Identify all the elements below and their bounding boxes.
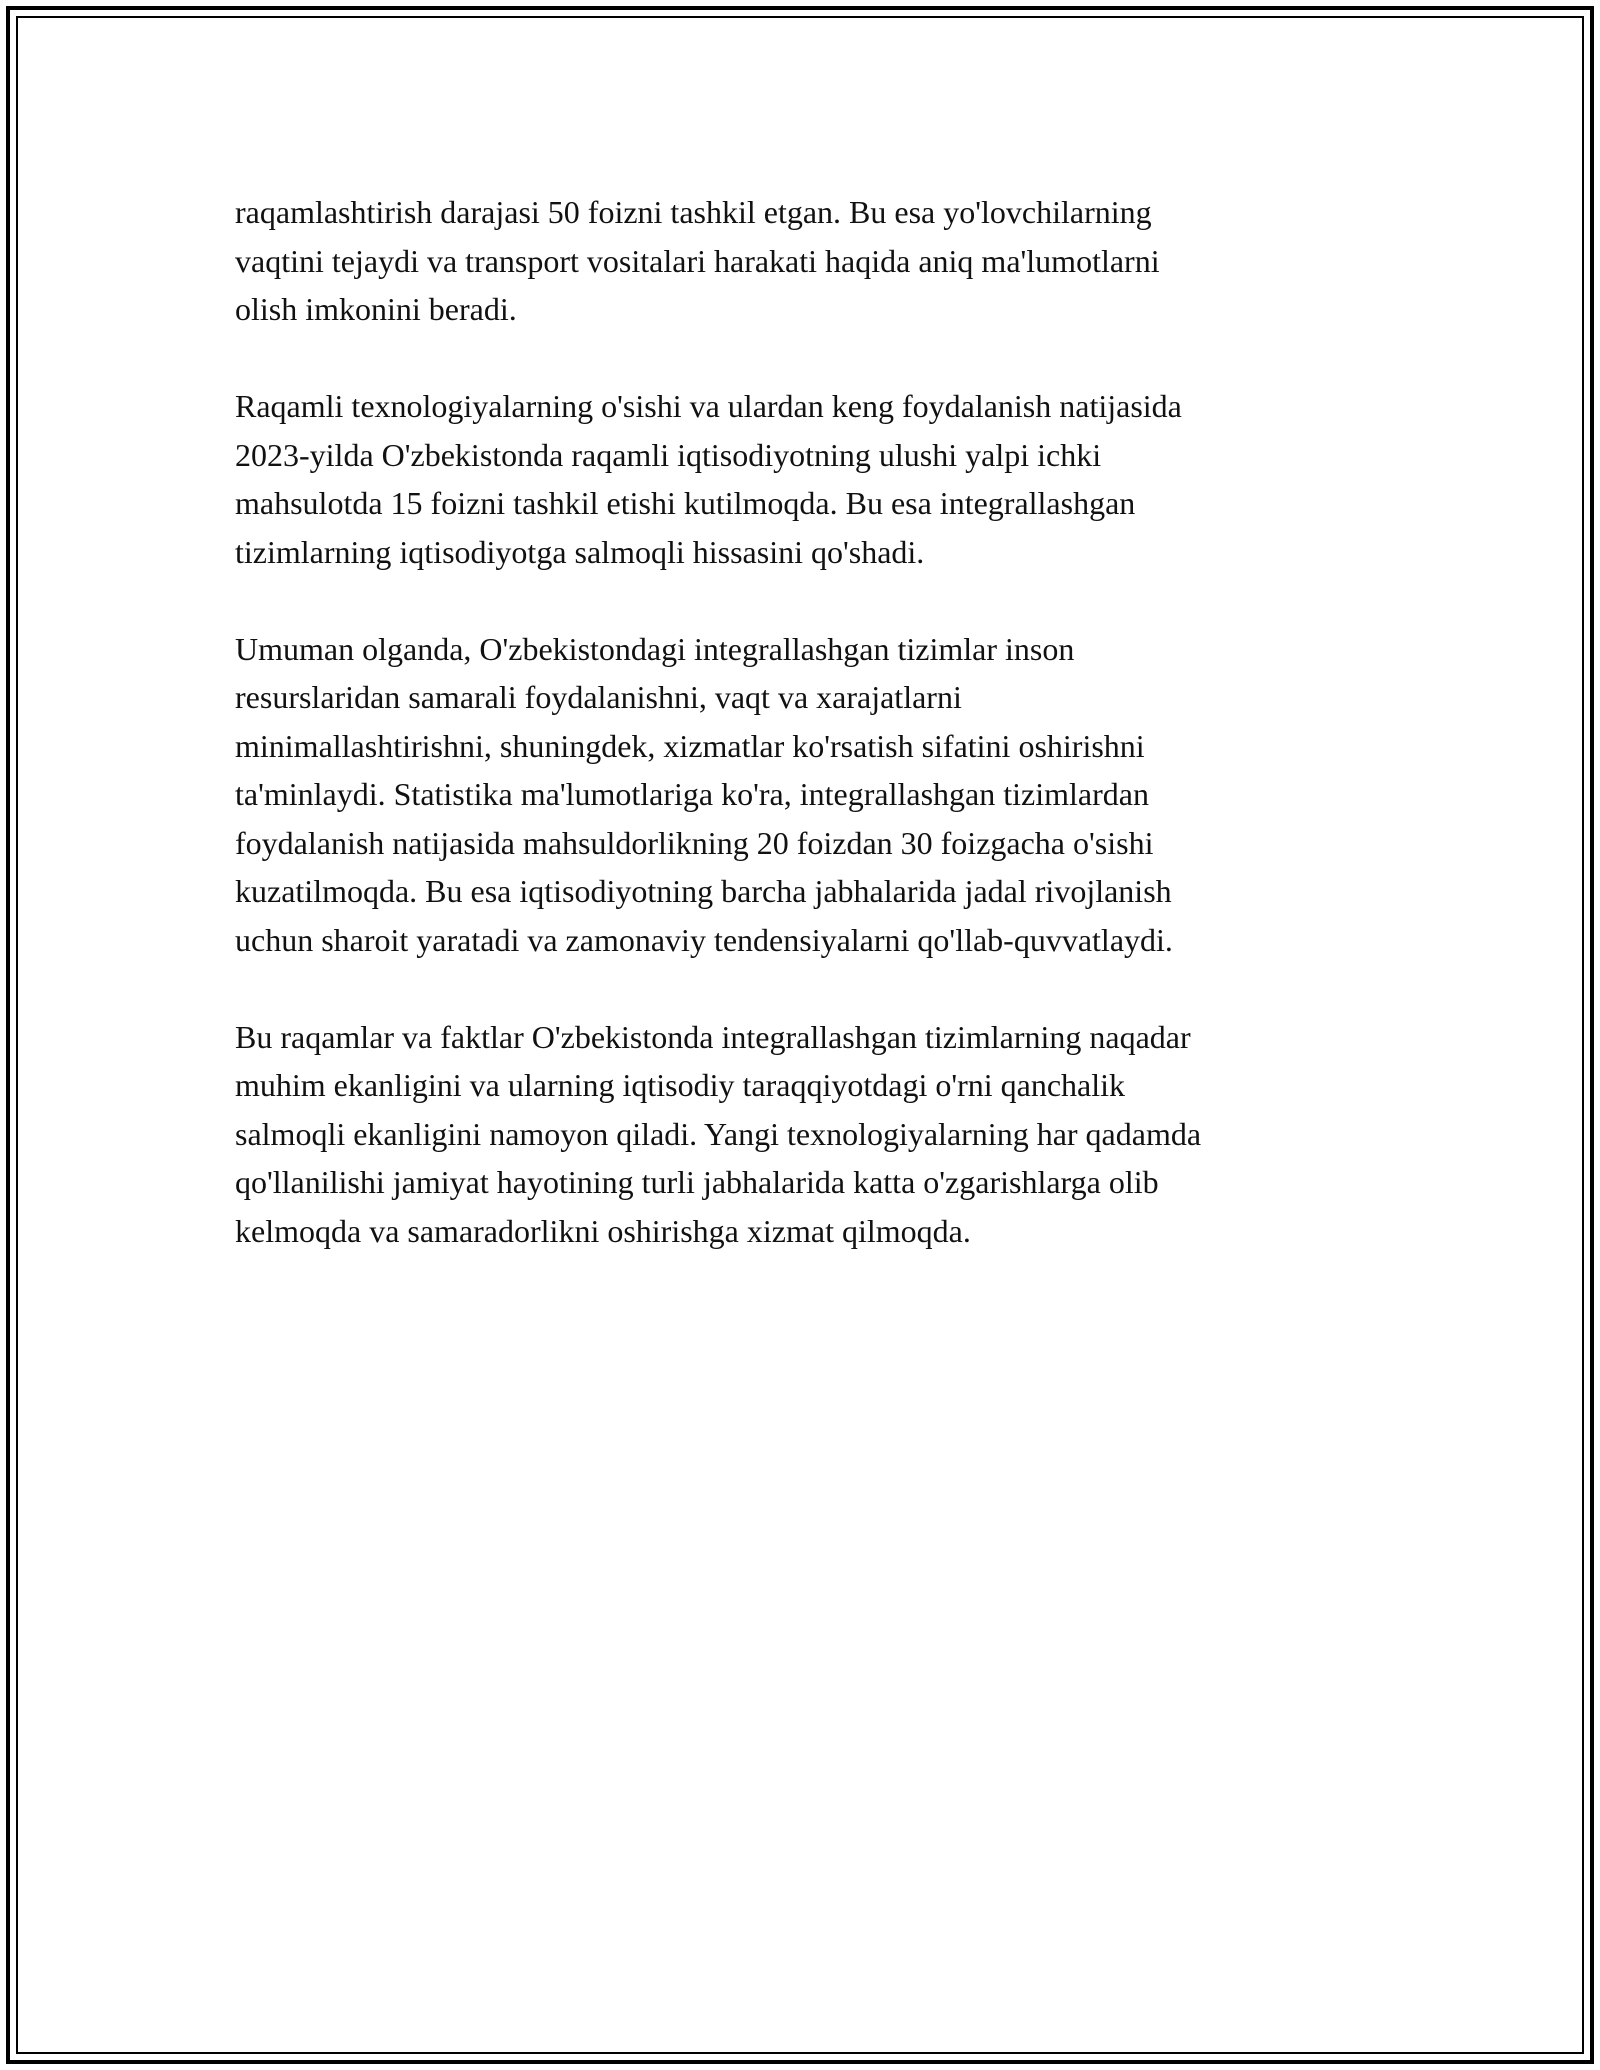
text-line: uchun sharoit yaratadi va zamonaviy tendensiyalarni qo'llab-quvvatlaydi. [235, 921, 1173, 958]
text-line: Raqamli texnologiyalarning o'sishi va ulardan keng foydalanish natijasida [235, 388, 1182, 424]
text-line: olish imkonini beradi. [235, 291, 517, 327]
paragraph-2 [235, 382, 1375, 576]
text-line: kelmoqda va samaradorlikni oshirishga xizmat qilmoqda. [235, 1212, 971, 1249]
paragraph-1 [235, 188, 1375, 334]
text-line: ta'minlaydi. Statistika ma'lumotlariga ko'ra, integrallashgan tizimlardan [235, 776, 1149, 812]
text-line: Bu raqamlar va faktlar O'zbekistonda integrallashgan tizimlarning naqadar [235, 1018, 1191, 1055]
text-line: vaqtini tejaydi va transport vositalari harakati haqida aniq ma'lumotlarni [235, 242, 1160, 279]
document-body [235, 188, 1375, 1304]
text-line: muhim ekanligini va ularning iqtisodiy taraqqiyotdagi o'rni qanchalik [235, 1067, 1126, 1103]
text-line: resurslaridan samarali foydalanishni, vaqt va xarajatlarni [235, 679, 962, 715]
text-line: kuzatilmoqda. Bu esa iqtisodiyotning barcha jabhalarida jadal rivojlanish [235, 873, 1172, 909]
text-line: tizimlarning iqtisodiyotga salmoqli hissasini qo'shadi. [235, 533, 925, 570]
text-line: foydalanish natijasida mahsuldorlikning 20 foizdan 30 foizgacha o'sishi [235, 824, 1154, 861]
text-line: raqamlashtirish darajasi 50 foizni tashkil etgan. Bu esa yo'lovchilarning [235, 194, 1152, 230]
text-line: qo'llanilishi jamiyat hayotining turli jabhalarida katta o'zgarishlarga olib [235, 1164, 1159, 1200]
text-line: Umuman olganda, O'zbekistondagi integrallashgan tizimlar inson [235, 630, 1075, 667]
text-line: mahsulotda 15 foizni tashkil etishi kutilmoqda. Bu esa integrallashgan [235, 485, 1136, 521]
text-line: 2023-yilda O'zbekistonda raqamli iqtisodiyotning ulushi yalpi ichki [235, 436, 1102, 473]
text-line: salmoqli ekanligini namoyon qiladi. Yangi texnologiyalarning har qadamda [235, 1115, 1202, 1152]
text-line: minimallashtirishni, shuningdek, xizmatlar ko'rsatish sifatini oshirishni [235, 727, 1145, 764]
paragraph-4 [235, 1013, 1375, 1256]
paragraph-3 [235, 625, 1375, 965]
